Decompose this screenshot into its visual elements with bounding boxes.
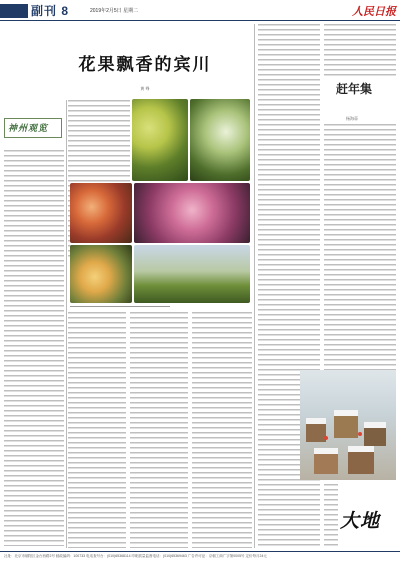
photo-caption [70, 306, 170, 307]
section-title [31, 4, 69, 18]
section-mark: 大地 [340, 510, 381, 532]
section-box [0, 4, 28, 18]
winter-village-illustration [300, 370, 396, 480]
grapes-photo [134, 183, 250, 243]
section-name: 副刊 [31, 4, 58, 18]
starfruit-photo [132, 99, 188, 181]
article-text-column-1 [4, 150, 64, 546]
article-byline: 黄 峥 [140, 86, 150, 91]
article-text-column-3 [68, 312, 126, 548]
footer-info: 社址：北京市朝阳区金台西路2号 邮政编码：100733 电话查号台：(010)65368114 印刷质量监督电话：(010)65369463 广告许可证：京朝工商广字第0005号 定价每月24元 [4, 554, 267, 558]
right-article-title [336, 82, 372, 96]
page-number: 8 [61, 4, 70, 18]
column-divider [66, 100, 67, 548]
right-text-column-1 [324, 24, 396, 76]
article-text-column-5 [192, 312, 252, 548]
right-text-column-2 [324, 124, 396, 372]
column-label: 神州观览 [8, 124, 49, 134]
issue-date: 2019年2月5日 星期二 [90, 8, 139, 14]
right-article-author: 杨海蒂 [346, 116, 358, 121]
newspaper-logo: 人民日报 [352, 5, 396, 18]
right-article-title-text: 赶年集 [336, 82, 373, 96]
header-rule [0, 20, 400, 21]
footer-rule [0, 551, 400, 552]
tree-photo [190, 99, 250, 181]
orchard-photo [134, 245, 250, 303]
pomegranate-photo [70, 183, 132, 243]
article-divider [254, 24, 255, 548]
article-text-column-4 [130, 312, 188, 548]
article-title: 花果飘香的宾川 [78, 55, 212, 75]
citrus-photo [70, 245, 132, 303]
right-text-column-3 [324, 484, 338, 546]
